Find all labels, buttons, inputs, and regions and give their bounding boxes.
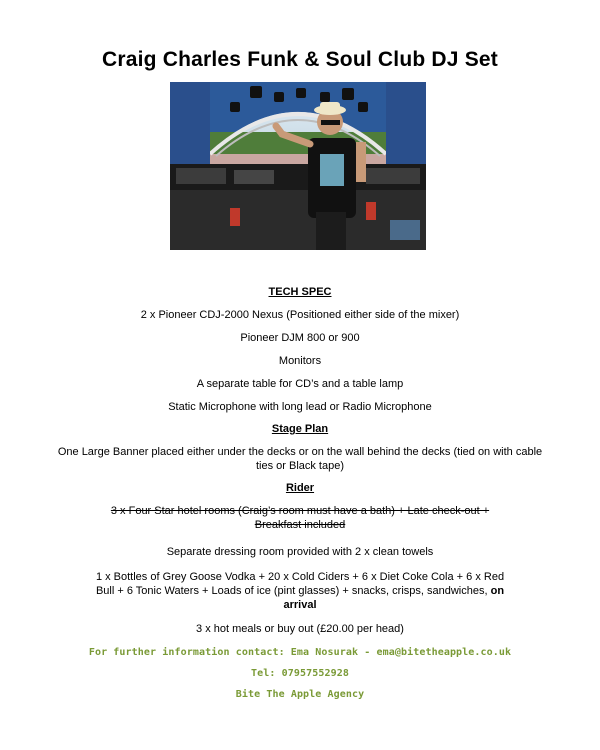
agency-name: Bite The Apple Agency	[235, 689, 365, 700]
stage-plan-text: One Large Banner placed either under the decks or on the wall behind the decks (tied on with cable ties or Black tape)	[57, 446, 543, 472]
contact-line: For further information contact: Ema Nosurak - ema@bitetheapple.co.uk	[88, 647, 512, 658]
stage-plan-heading: Stage Plan	[271, 423, 329, 435]
tech-spec-item: Pioneer DJM 800 or 900	[240, 332, 360, 344]
drinks-text	[88, 570, 512, 612]
on-arrival-text: on arrival	[283, 585, 505, 611]
tech-spec-heading: TECH SPEC	[268, 286, 332, 298]
dressing-room-text: Separate dressing room provided with 2 x clean towels	[166, 546, 434, 558]
meals-text: 3 x hot meals or buy out (£20.00 per head)	[196, 623, 404, 635]
hotel-rooms-text: 3 x Four Star hotel rooms (Craig’s room must have a bath) + Late check-out + Breakfast included	[110, 505, 490, 531]
tech-spec-item: Monitors	[278, 355, 322, 367]
telephone-line: Tel: 07957552928	[251, 668, 349, 679]
rider-heading: Rider	[285, 482, 315, 494]
page-title: Craig Charles Funk & Soul Club DJ Set	[102, 48, 498, 71]
drinks-list: 1 x Bottles of Grey Goose Vodka + 20 x Cold Ciders + 6 x Diet Coke Cola + 6 x Red Bull + 6 Tonic Waters + Loads of ice (pint glasses) + snacks, crisps, sandwiches,	[95, 571, 505, 597]
tech-spec-item: A separate table for CD’s and a table lamp	[196, 378, 404, 390]
tech-spec-item: 2 x Pioneer CDJ-2000 Nexus (Positioned either side of the mixer)	[140, 309, 460, 321]
tech-spec-item: Static Microphone with long lead or Radio Microphone	[168, 401, 432, 413]
dj-photo	[170, 82, 426, 250]
